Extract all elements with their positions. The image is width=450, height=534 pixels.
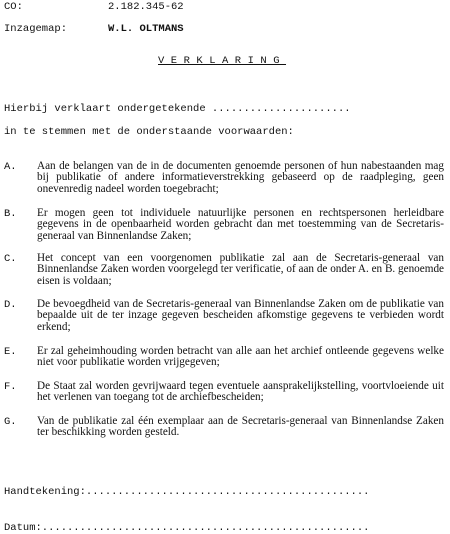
clause-letter: F.: [4, 381, 17, 393]
signature-line: Handtekening:.............................................: [4, 486, 370, 498]
clause-text: Er mogen geen tot individuele natuurlijke personen en rechtspersonen herleidbare gegevens in de openbaarheid worden gebracht dan met toestemming van de Secretaris-generaal van Binnenlandse Zaken;: [37, 207, 444, 242]
clause-text: Er zal geheimhouding worden betracht van alle aan het archief ontleende gegevens welke niet voor publikatie worden vrijgegeven;: [37, 345, 444, 369]
clause-a: [4, 161, 444, 195]
clause-d: [4, 299, 444, 333]
clause-letter: G.: [4, 416, 17, 428]
clause-c: [4, 253, 444, 287]
inzagemap-value: W.L. OLTMANS: [108, 23, 184, 35]
clause-e: [4, 346, 444, 369]
clause-text: Van de publikatie zal één exemplaar aan de Secretaris-generaal van Binnenlandse Zaken ter beschikking worden gesteld.: [37, 415, 444, 439]
clause-text: De bevoegdheid van de Secretaris-generaal van Binnenlandse Zaken om de publikatie van bepaalde uit de ter inzage gegeven bescheiden afkomstige gegevens te verbieden wordt erkend;: [37, 298, 444, 333]
co-value: 2.182.345-62: [108, 1, 184, 13]
clause-text: De Staat zal worden gevrijwaard tegen eventuele aansprakelijkstelling, voortvloeiende uit het verlenen van toegang tot de archiefbescheiden;: [37, 380, 444, 404]
document-title: VERKLARING: [158, 55, 287, 67]
co-label: CO:: [4, 1, 23, 13]
clause-letter: C.: [4, 253, 17, 265]
clause-letter: B.: [4, 208, 17, 220]
clause-f: [4, 381, 444, 404]
clause-text: Aan de belangen van de in de documenten genoemde personen of hun nabestaanden mag bij publikatie of andere informatieverstrekking gebaseerd op de raadpleging, geen onevenredig nadeel worden toegebracht;: [37, 160, 444, 195]
intro-line-signatory: Hierbij verklaart ondergetekende ......................: [4, 103, 351, 115]
clause-letter: A.: [4, 161, 17, 173]
inzagemap-label: Inzagemap:: [4, 23, 68, 35]
clause-letter: D.: [4, 299, 17, 311]
clause-b: [4, 208, 444, 242]
intro-line-conditions: in te stemmen met de onderstaande voorwaarden:: [4, 126, 294, 138]
clause-text: Het concept van een voorgenomen publikatie zal aan de Secretaris-generaal van Binnenlandse Zaken worden voorgelegd ter verificatie, of aan de onder A. en B. genoemde eisen is voldaan;: [37, 252, 444, 287]
date-line: Datum:....................................................: [4, 522, 370, 534]
clause-letter: E.: [4, 346, 17, 358]
clause-g: [4, 416, 444, 439]
